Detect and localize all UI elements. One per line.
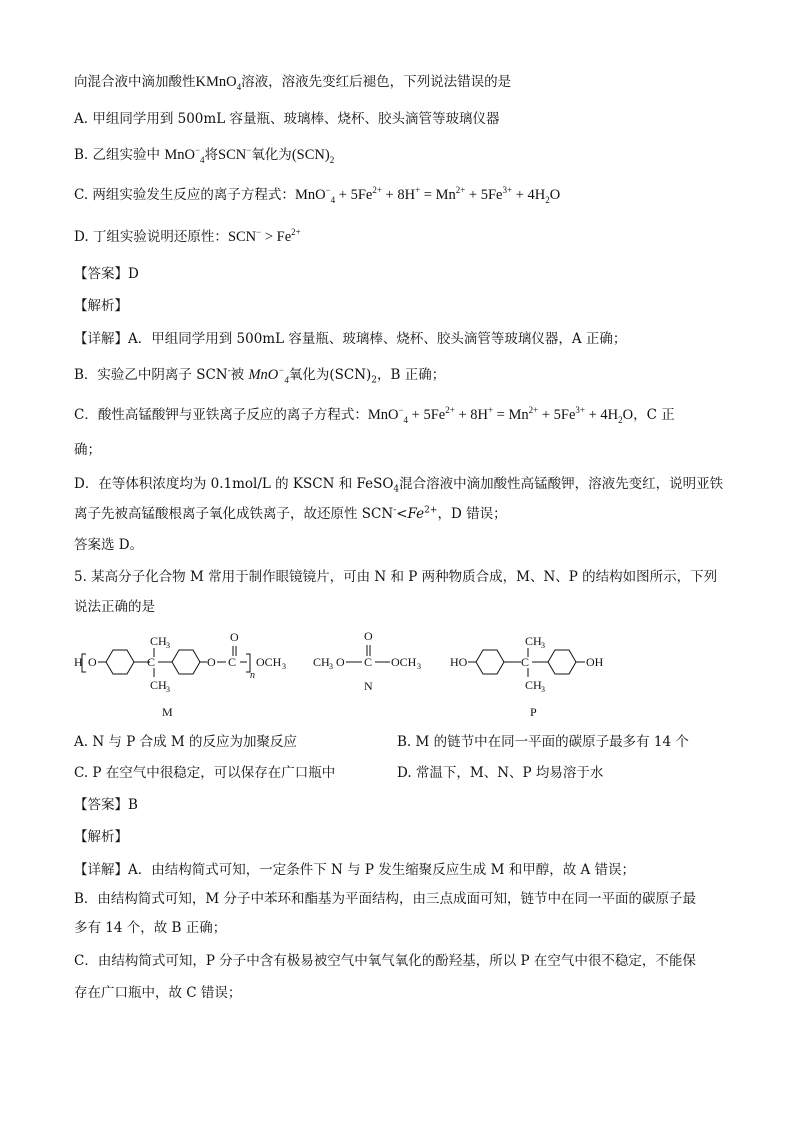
svg-text:3: 3 (282, 662, 286, 671)
q4-option-a: A. 甲组同学用到 500mL 容量瓶、玻璃棒、烧杯、胶头滴管等玻璃仪器 (74, 111, 500, 127)
svg-text:3: 3 (329, 662, 333, 671)
svg-text:3: 3 (417, 662, 421, 671)
q5-option-c: C. P 在空气中很稳定，可以保存在广口瓶中 (74, 765, 336, 781)
q4-detail-b: B．实验乙中阴离子 SCN-被 MnO−$_4$氧化为$(SCN)_2$，B 正确； (74, 365, 446, 386)
q4-detail-d-2: 离子先被高锰酸根离子氧化成铁离子，故还原性 $SCN^-<Fe^{2+}$，D 错误； (74, 505, 507, 522)
q4-detail-a: 【详解】A．甲组同学用到 500mL 容量瓶、玻璃棒、烧杯、胶头滴管等玻璃仪器，A 正确； (74, 331, 627, 347)
svg-text:O: O (88, 655, 97, 669)
structure-n (313, 629, 421, 671)
q5-answer: 【答案】B (74, 797, 138, 813)
svg-text:O: O (336, 655, 345, 669)
label-m: M (162, 705, 173, 719)
svg-text:CH: CH (525, 634, 542, 648)
q5-detail-b-2: 多有 14 个，故 B 正确； (74, 920, 227, 936)
svg-text:OCH: OCH (391, 655, 417, 669)
svg-text:CH: CH (150, 678, 167, 692)
q4-answer: 【答案】D (74, 266, 139, 282)
kmno4-formula: KMnO$_4$ (195, 74, 242, 92)
svg-text:CH: CH (150, 634, 167, 648)
svg-text:O: O (207, 655, 216, 669)
label-p: P (530, 705, 537, 719)
svg-text:H: H (74, 655, 83, 669)
structure-m (74, 630, 286, 694)
q5-analysis-heading: 【解析】 (74, 829, 128, 845)
q4-analysis-heading: 【解析】 (74, 298, 128, 314)
svg-text:O: O (364, 629, 373, 643)
q5-detail-c-1: C．由结构简式可知，P 分子中含有极易被空气中氧气氧化的酚羟基，所以 P 在空气中很不稳定，不能保 (74, 953, 696, 969)
q4-option-b: B. 乙组实验中 MnO−$_4$将SCN−氧化为$(SCN)_2$ (74, 145, 335, 165)
q5-detail-b-1: B．由结构简式可知，M 分子中苯环和酯基为平面结构，由三点成面可知，链节中在同一平面的碳原子最 (74, 891, 697, 907)
q5-stem-2: 说法正确的是 (74, 599, 155, 615)
svg-text:OH: OH (586, 655, 604, 669)
q5-option-d: D. 常温下，M、N、P 均易溶于水 (397, 765, 604, 781)
q4-conclusion: 答案选 D。 (74, 537, 144, 553)
svg-text:C: C (521, 655, 530, 669)
svg-text:3: 3 (541, 685, 545, 694)
q4-detail-c-cont: 确； (74, 442, 101, 458)
svg-text:C: C (364, 655, 373, 669)
q4-option-c: C. 两组实验发生反应的离子方程式：$MnO^-_4 + 5Fe^{2+} + 8H^+ = Mn^{2+} + 5Fe^{3+} + 4H_2O$ (74, 185, 561, 205)
svg-text:C: C (147, 655, 156, 669)
q4-detail-d-1: D．在等体积浓度均为 0.1mol/L 的 KSCN 和 FeSO$_4$混合溶液中滴加酸性高锰酸钾，溶液先变红，说明亚铁 (74, 476, 724, 495)
svg-text:CH: CH (525, 678, 542, 692)
q5-option-a: A. N 与 P 合成 M 的反应为加聚反应 (74, 734, 298, 750)
svg-text:n: n (250, 670, 255, 681)
svg-text:3: 3 (166, 641, 170, 650)
svg-text:3: 3 (541, 641, 545, 650)
q5-structures-figure (0, 628, 794, 728)
q4-detail-c: C．酸性高锰酸钾与亚铁离子反应的离子方程式：$MnO^-_4 + 5Fe^{2+} + 8H^+ = Mn^{2+} + 5Fe^{3+} + 4H_2O$，C 正 (74, 405, 675, 425)
q5-stem-1: 5. 某高分子化合物 M 常用于制作眼镜镜片，可由 N 和 P 两种物质合成，M、N、P 的结构如图所示，下列 (74, 569, 718, 585)
svg-text:CH: CH (313, 655, 330, 669)
svg-text:3: 3 (166, 685, 170, 694)
q5-detail-c-2: 存在广口瓶中，故 C 错误； (74, 985, 242, 1001)
svg-text:O: O (230, 630, 239, 644)
label-n: N (364, 679, 373, 693)
svg-text:OCH: OCH (256, 655, 282, 669)
svg-text:C: C (228, 655, 237, 669)
structure-p (450, 634, 604, 694)
q5-option-b: B. M 的链节中在同一平面的碳原子最多有 14 个 (397, 734, 689, 750)
q4-stem: 向混合液中滴加酸性KMnO$_4$溶液，溶液先变红后褪色，下列说法错误的是 (74, 74, 512, 92)
svg-text:HO: HO (450, 655, 468, 669)
q4-option-d: D. 丁组实验说明还原性：$SCN^- > Fe^{2+}$ (74, 227, 301, 245)
q5-detail-a: 【详解】A．由结构简式可知，一定条件下 N 与 P 发生缩聚反应生成 M 和甲醇，故 A 错误； (74, 862, 636, 878)
